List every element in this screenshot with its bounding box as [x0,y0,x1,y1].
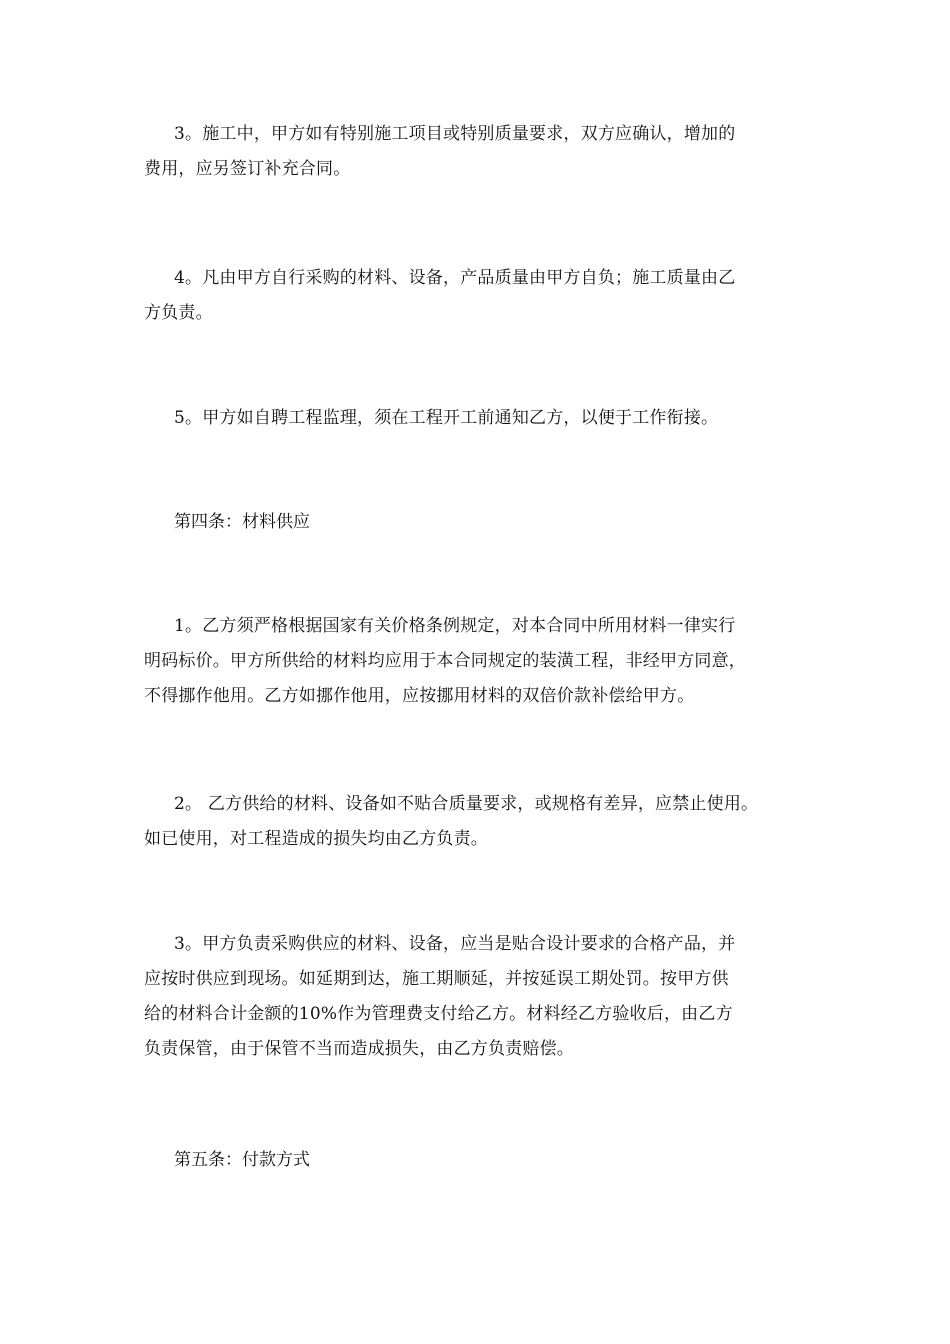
clause-4-heading: 第四条：材料供应 [174,512,310,532]
clause-3-item-4-paragraph: 4。凡由甲方自行采购的材料、设备，产品质量由甲方自负；施工质量由乙 方负责。 [144,268,736,323]
clause-4-item-3-paragraph: 3。甲方负责采购供应的材料、设备，应当是贴合设计要求的合格产品，并 应按时供应到现场。如延期到达，施工期顺延，并按延误工期处罚。按甲方供 给的材料合计金额的10%作为管理费支付给乙方。材料经乙方验收后，由乙方 负责保管，由于保管不当而造成损失，由乙方负责赔偿。 [144,934,736,1059]
clause-4-item-1-paragraph: 1。乙方须严格根据国家有关价格条例规定，对本合同中所用材料一律实行 明码标价。甲方所供给的材料均应用于本合同规定的装潢工程，非经甲方同意， 不得挪作他用。乙方如挪作他用，应按挪用材料的双倍价款补偿给甲方。 [144,616,746,706]
clause-5-heading: 第五条：付款方式 [174,1150,310,1170]
clause-3-item-3-paragraph: 3。施工中，甲方如有特别施工项目或特别质量要求，双方应确认，增加的 费用，应另签订补充合同。 [144,124,736,179]
clause-3-item-5-paragraph: 5。甲方如自聘工程监理，须在工程开工前通知乙方，以便于工作衔接。 [174,408,719,428]
clause-4-item-2-paragraph: 2。 乙方供给的材料、设备如不贴合质量要求，或规格有差异，应禁止使用。 如已使用，对工程造成的损失均由乙方负责。 [144,794,759,849]
